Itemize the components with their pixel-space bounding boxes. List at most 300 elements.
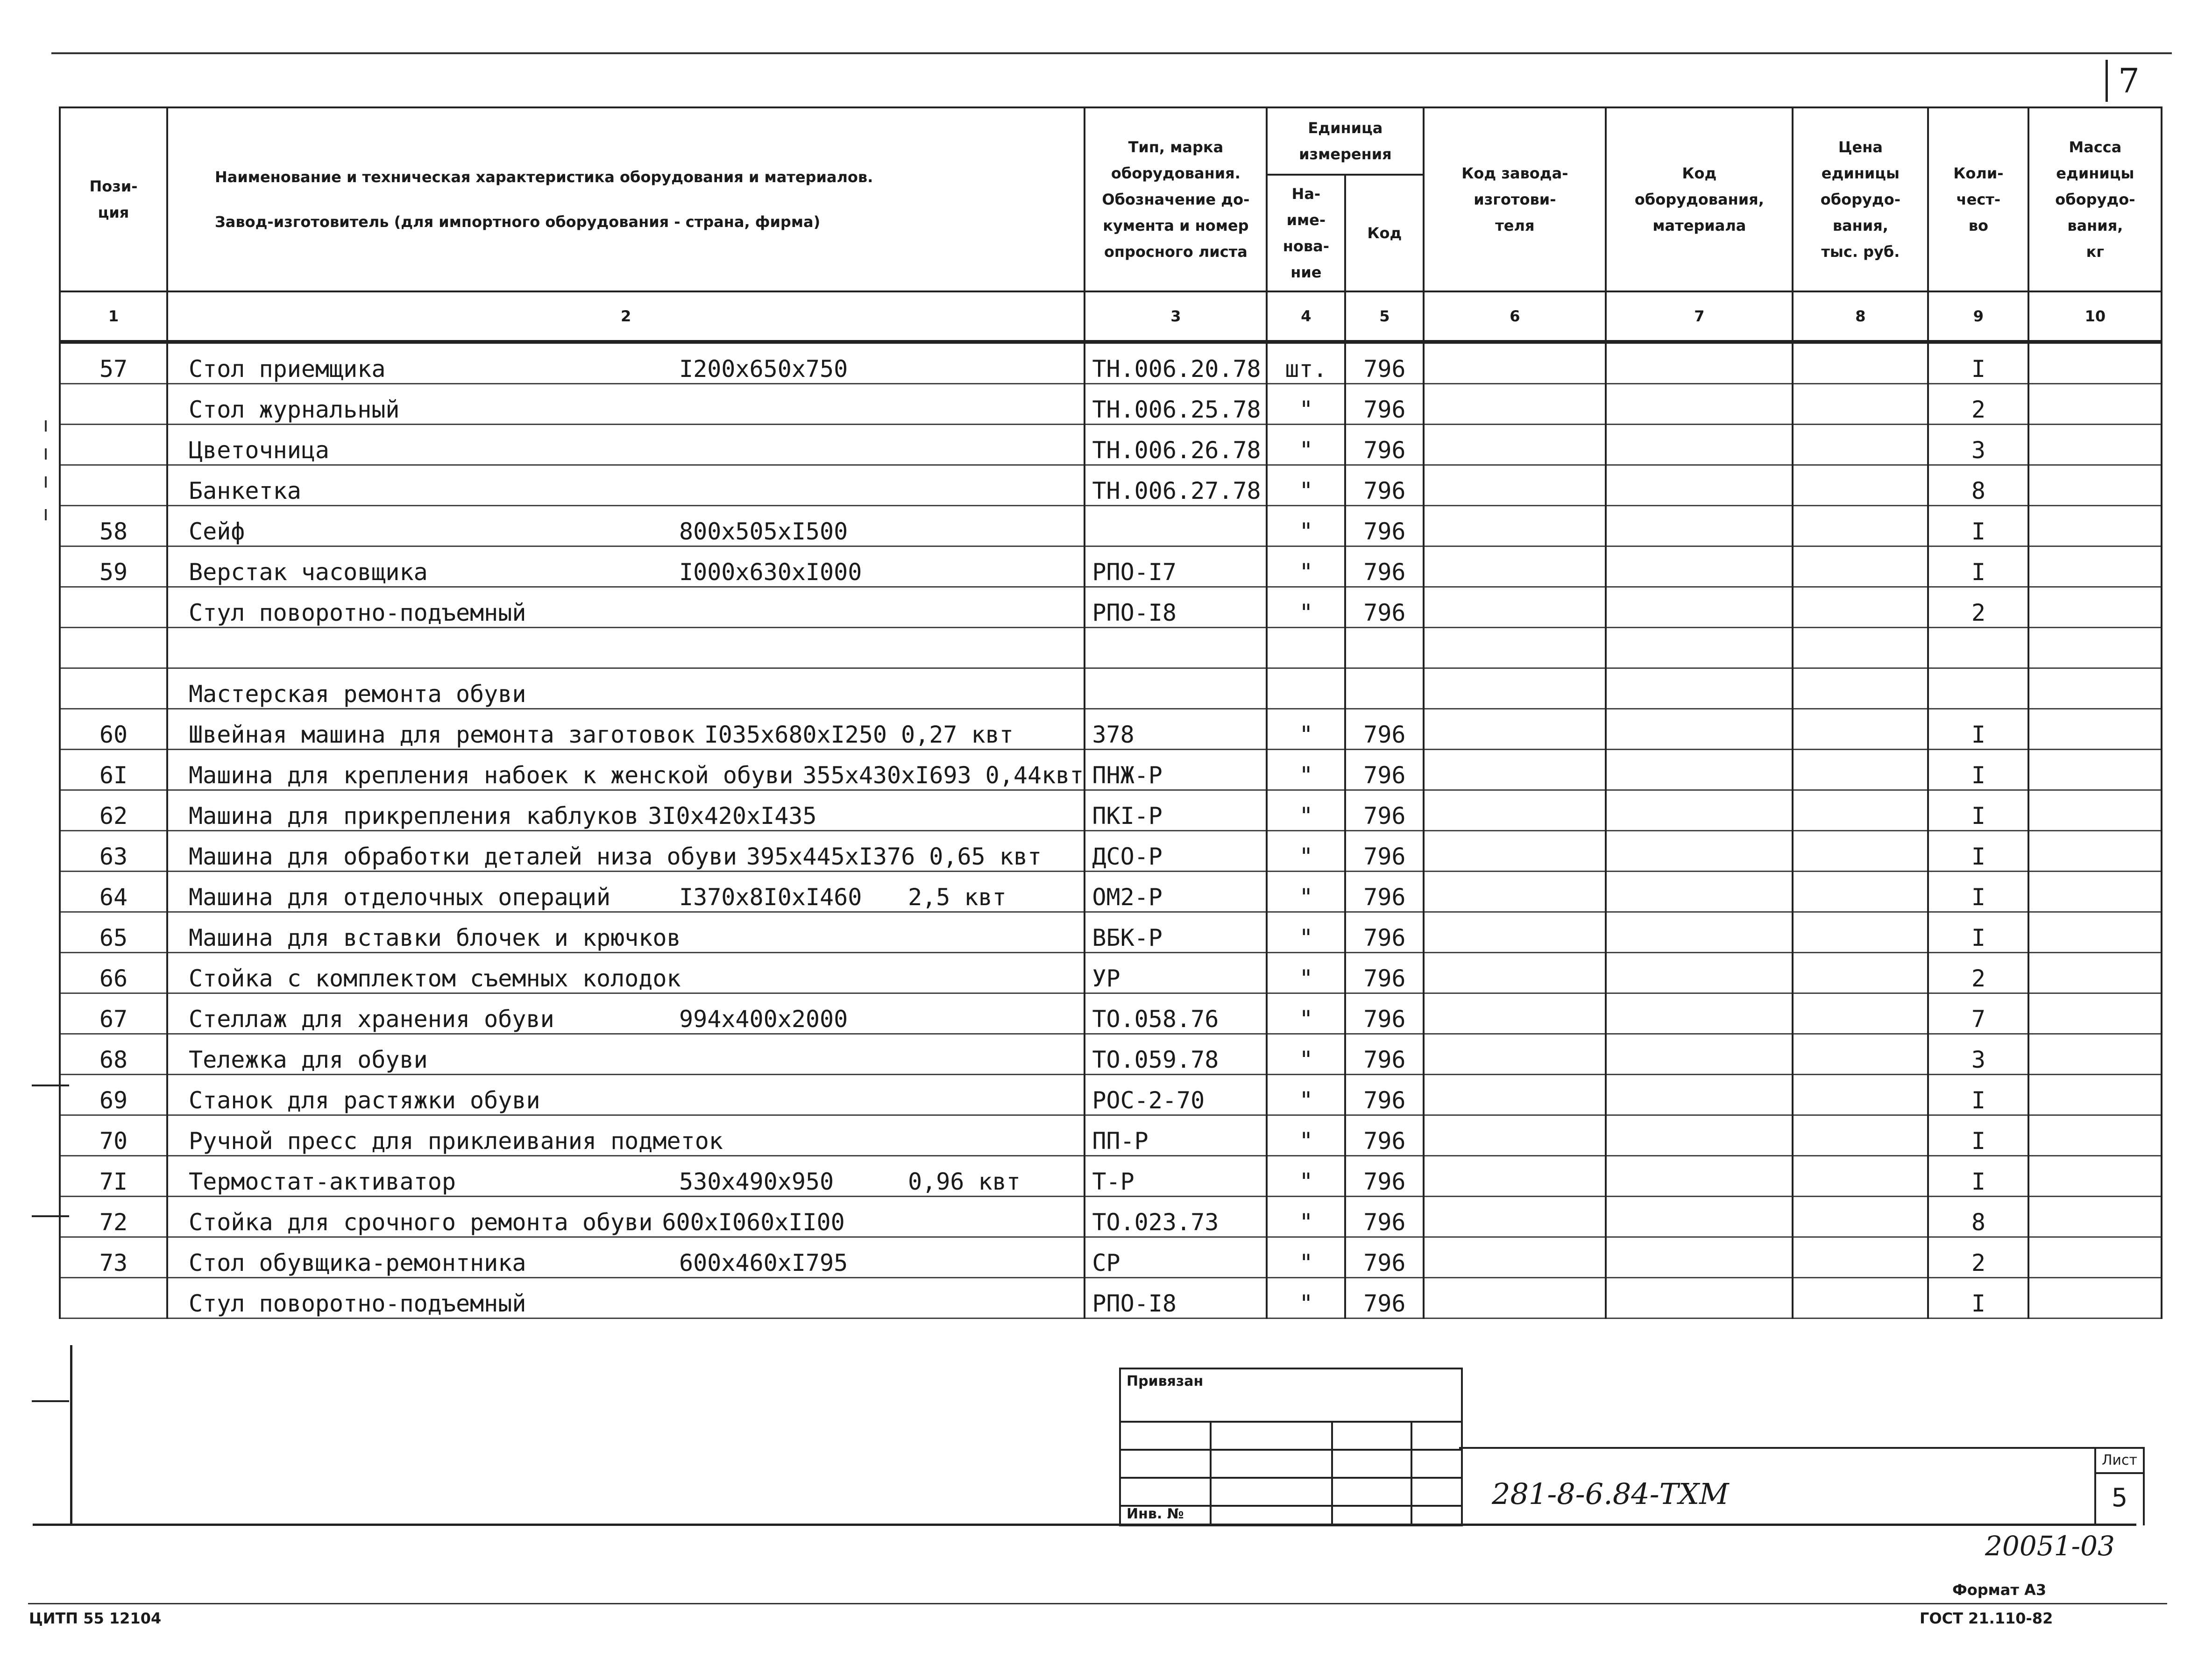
row-quantity: I xyxy=(1928,1075,2028,1115)
row-quantity: I xyxy=(1928,1278,2028,1319)
row-name-cell xyxy=(167,750,1085,790)
table-row xyxy=(60,425,2162,465)
row-quantity: 8 xyxy=(1928,465,2028,506)
row-quantity: 8 xyxy=(1928,1197,2028,1237)
stamp-attached-label: Привязан xyxy=(1127,1373,1204,1390)
row-maker-code xyxy=(1424,831,1606,872)
row-unit: " xyxy=(1267,912,1345,953)
row-unit-code: 796 xyxy=(1345,1034,1424,1075)
row-position: 66 xyxy=(60,953,167,993)
format-label: Формат А3 xyxy=(1952,1581,2047,1599)
header-mass: Масса единицы оборудо- вания, кг xyxy=(2028,107,2162,291)
row-type: РПО-I7 xyxy=(1085,546,1267,587)
row-type: ПНЖ-Р xyxy=(1085,750,1267,790)
header-maker-code: Код завода- изготови- теля xyxy=(1424,107,1606,291)
row-equipment-code xyxy=(1606,953,1793,993)
row-name-cell xyxy=(167,872,1085,912)
row-type: УР xyxy=(1085,953,1267,993)
row-mass xyxy=(2028,1115,2162,1156)
row-position: 62 xyxy=(60,790,167,831)
row-power: 0,27 квт xyxy=(901,721,1014,748)
row-maker-code xyxy=(1424,1237,1606,1278)
row-mass xyxy=(2028,750,2162,790)
row-equipment-code xyxy=(1606,912,1793,953)
binding-stamp xyxy=(1119,1368,1463,1526)
row-quantity: I xyxy=(1928,506,2028,546)
row-maker-code xyxy=(1424,912,1606,953)
row-price xyxy=(1793,628,1928,668)
row-name: Стеллаж для хранения обуви xyxy=(189,1006,554,1033)
column-number: 10 xyxy=(2028,291,2162,342)
row-quantity: 7 xyxy=(1928,993,2028,1034)
row-position: 6I xyxy=(60,750,167,790)
column-number: 7 xyxy=(1606,291,1793,342)
row-price xyxy=(1793,1115,1928,1156)
sheet-label: Лист xyxy=(2096,1449,2143,1474)
table-row xyxy=(60,342,2162,384)
row-equipment-code xyxy=(1606,628,1793,668)
row-name: Стойка для срочного ремонта обуви xyxy=(189,1209,653,1236)
row-maker-code xyxy=(1424,587,1606,628)
row-price xyxy=(1793,1156,1928,1197)
row-dimensions: 3I0х420хI435 xyxy=(648,802,817,829)
row-unit: " xyxy=(1267,872,1345,912)
row-type xyxy=(1085,628,1267,668)
row-unit-code: 796 xyxy=(1345,831,1424,872)
row-mass xyxy=(2028,872,2162,912)
row-unit-code: 796 xyxy=(1345,587,1424,628)
doc-code: 281-8-6.84-ТХМ xyxy=(1492,1477,1729,1511)
row-price xyxy=(1793,872,1928,912)
row-mass xyxy=(2028,506,2162,546)
row-price xyxy=(1793,953,1928,993)
row-position: 7I xyxy=(60,1156,167,1197)
row-name-cell xyxy=(167,790,1085,831)
row-name: Стол приемщика xyxy=(189,355,386,383)
row-unit: " xyxy=(1267,709,1345,750)
header-unit-code: Код xyxy=(1345,175,1424,291)
row-unit: " xyxy=(1267,1075,1345,1115)
row-name-cell xyxy=(167,506,1085,546)
row-equipment-code xyxy=(1606,1278,1793,1319)
table-row xyxy=(60,1197,2162,1237)
row-dimensions: 355х430хI693 xyxy=(802,762,971,789)
row-type: Т-Р xyxy=(1085,1156,1267,1197)
row-name-cell xyxy=(167,1034,1085,1075)
margin-mark xyxy=(45,476,47,488)
row-equipment-code xyxy=(1606,465,1793,506)
row-price xyxy=(1793,790,1928,831)
row-maker-code xyxy=(1424,628,1606,668)
row-price xyxy=(1793,506,1928,546)
row-quantity: I xyxy=(1928,790,2028,831)
column-number: 9 xyxy=(1928,291,2028,342)
row-quantity: I xyxy=(1928,912,2028,953)
row-position: 72 xyxy=(60,1197,167,1237)
row-position xyxy=(60,628,167,668)
row-price xyxy=(1793,1075,1928,1115)
row-quantity: I xyxy=(1928,1156,2028,1197)
row-equipment-code xyxy=(1606,1237,1793,1278)
row-maker-code xyxy=(1424,1034,1606,1075)
header-type: Тип, марка оборудования. Обозначение до- кумента и номер опросного листа xyxy=(1085,107,1267,291)
row-equipment-code xyxy=(1606,1075,1793,1115)
row-maker-code xyxy=(1424,342,1606,384)
row-position xyxy=(60,425,167,465)
row-dimensions: I370х8I0хI460 xyxy=(679,884,862,911)
row-price xyxy=(1793,1197,1928,1237)
row-equipment-code xyxy=(1606,872,1793,912)
row-type xyxy=(1085,668,1267,709)
row-price xyxy=(1793,1237,1928,1278)
row-quantity: I xyxy=(1928,342,2028,384)
row-maker-code xyxy=(1424,709,1606,750)
row-quantity xyxy=(1928,628,2028,668)
margin-mark xyxy=(45,448,47,460)
row-type: РПО-I8 xyxy=(1085,587,1267,628)
row-power: 0,96 квт xyxy=(908,1168,1021,1195)
row-mass xyxy=(2028,425,2162,465)
row-maker-code xyxy=(1424,993,1606,1034)
column-number-row xyxy=(60,291,2162,342)
row-name: Стол журнальный xyxy=(189,396,400,423)
header-name-line1: Наименование и техническая характеристика оборудования и материалов. xyxy=(215,168,873,186)
table-row xyxy=(60,831,2162,872)
row-unit: " xyxy=(1267,384,1345,425)
row-position xyxy=(60,384,167,425)
row-price xyxy=(1793,750,1928,790)
sheet-number: 5 xyxy=(2111,1483,2128,1512)
row-maker-code xyxy=(1424,506,1606,546)
row-maker-code xyxy=(1424,425,1606,465)
row-mass xyxy=(2028,831,2162,872)
row-unit xyxy=(1267,628,1345,668)
row-dimensions: 600х460хI795 xyxy=(679,1249,848,1276)
row-name: Банкетка xyxy=(189,477,301,504)
row-price xyxy=(1793,668,1928,709)
row-name-cell xyxy=(167,628,1085,668)
row-quantity xyxy=(1928,668,2028,709)
row-unit-code: 796 xyxy=(1345,546,1424,587)
row-mass xyxy=(2028,1237,2162,1278)
row-mass xyxy=(2028,546,2162,587)
row-unit-code: 796 xyxy=(1345,506,1424,546)
frame-left-edge xyxy=(70,1345,72,1524)
row-position: 64 xyxy=(60,872,167,912)
row-position: 68 xyxy=(60,1034,167,1075)
margin-mark xyxy=(45,420,47,432)
row-dimensions: I200х650х750 xyxy=(679,355,848,383)
row-name-cell xyxy=(167,425,1085,465)
row-dimensions: 800х505хI500 xyxy=(679,518,848,545)
row-type: ПП-Р xyxy=(1085,1115,1267,1156)
row-equipment-code xyxy=(1606,750,1793,790)
row-name: Цветочница xyxy=(189,437,330,464)
row-unit-code: 796 xyxy=(1345,1115,1424,1156)
row-name: Машина для прикрепления каблуков xyxy=(189,802,639,829)
row-mass xyxy=(2028,668,2162,709)
table-row xyxy=(60,912,2162,953)
row-dimensions: 600хI060хII00 xyxy=(662,1209,845,1236)
row-mass xyxy=(2028,912,2162,953)
table-row xyxy=(60,1075,2162,1115)
row-equipment-code xyxy=(1606,587,1793,628)
row-name-cell xyxy=(167,342,1085,384)
row-power: 0,65 квт xyxy=(929,843,1042,870)
row-mass xyxy=(2028,1278,2162,1319)
row-unit-code: 796 xyxy=(1345,1197,1424,1237)
table-row xyxy=(60,587,2162,628)
row-equipment-code xyxy=(1606,668,1793,709)
column-number: 5 xyxy=(1345,291,1424,342)
row-position xyxy=(60,668,167,709)
row-quantity: 2 xyxy=(1928,587,2028,628)
row-name: Тележка для обуви xyxy=(189,1046,428,1073)
row-quantity: I xyxy=(1928,831,2028,872)
column-number: 3 xyxy=(1085,291,1267,342)
margin-line xyxy=(32,1400,69,1402)
row-mass xyxy=(2028,1197,2162,1237)
row-unit: " xyxy=(1267,546,1345,587)
row-equipment-code xyxy=(1606,1156,1793,1197)
row-unit-code: 796 xyxy=(1345,1156,1424,1197)
row-name: Сейф xyxy=(189,518,245,545)
row-name: Верстак часовщика xyxy=(189,559,428,586)
row-unit-code: 796 xyxy=(1345,1278,1424,1319)
doc-code-block xyxy=(1459,1447,2094,1525)
row-unit: " xyxy=(1267,1278,1345,1319)
row-power: 0,44квт xyxy=(985,762,1084,789)
column-number: 6 xyxy=(1424,291,1606,342)
row-price xyxy=(1793,342,1928,384)
row-name: Машина для отделочных операций xyxy=(189,884,611,911)
row-type xyxy=(1085,506,1267,546)
row-unit-code xyxy=(1345,628,1424,668)
table-row xyxy=(60,506,2162,546)
row-quantity: 3 xyxy=(1928,1034,2028,1075)
row-mass xyxy=(2028,342,2162,384)
row-type: 378 xyxy=(1085,709,1267,750)
margin-mark xyxy=(45,509,47,520)
stamp-rule xyxy=(1331,1421,1333,1524)
row-unit-code: 796 xyxy=(1345,953,1424,993)
row-name-cell xyxy=(167,1197,1085,1237)
row-power: 2,5 квт xyxy=(908,884,1007,911)
row-position: 57 xyxy=(60,342,167,384)
row-quantity: 2 xyxy=(1928,384,2028,425)
row-unit: " xyxy=(1267,1237,1345,1278)
row-name-cell xyxy=(167,709,1085,750)
header-position: Пози- ция xyxy=(60,107,167,291)
row-mass xyxy=(2028,1075,2162,1115)
row-equipment-code xyxy=(1606,831,1793,872)
sheet-box xyxy=(2094,1447,2145,1525)
row-name-cell xyxy=(167,384,1085,425)
row-maker-code xyxy=(1424,953,1606,993)
row-name-cell xyxy=(167,1115,1085,1156)
row-type: РПО-I8 xyxy=(1085,1278,1267,1319)
table-row xyxy=(60,668,2162,709)
row-name: Станок для растяжки обуви xyxy=(189,1087,540,1114)
table-row xyxy=(60,628,2162,668)
row-type: TH.006.20.78 xyxy=(1085,342,1267,384)
row-equipment-code xyxy=(1606,1197,1793,1237)
row-name-cell xyxy=(167,1237,1085,1278)
row-name-cell xyxy=(167,993,1085,1034)
row-dimensions: 994х400х2000 xyxy=(679,1006,848,1033)
row-type: ТО.059.78 xyxy=(1085,1034,1267,1075)
row-type: ДСО-Р xyxy=(1085,831,1267,872)
table-row xyxy=(60,993,2162,1034)
row-maker-code xyxy=(1424,750,1606,790)
row-price xyxy=(1793,587,1928,628)
row-maker-code xyxy=(1424,1075,1606,1115)
row-quantity: 2 xyxy=(1928,953,2028,993)
header-name-line2: Завод-изготовитель (для импортного оборудования - страна, фирма) xyxy=(215,213,821,231)
row-price xyxy=(1793,465,1928,506)
row-position: 67 xyxy=(60,993,167,1034)
row-quantity: I xyxy=(1928,872,2028,912)
stamp-rule xyxy=(1210,1421,1212,1524)
row-equipment-code xyxy=(1606,993,1793,1034)
equipment-spec-table xyxy=(59,106,2162,1319)
row-unit-code: 796 xyxy=(1345,465,1424,506)
row-type: TH.006.27.78 xyxy=(1085,465,1267,506)
row-unit: шт. xyxy=(1267,342,1345,384)
row-mass xyxy=(2028,587,2162,628)
row-name: Термостат-активатор xyxy=(189,1168,456,1195)
row-name-cell xyxy=(167,831,1085,872)
row-type: СР xyxy=(1085,1237,1267,1278)
stamp-rule xyxy=(1121,1449,1461,1451)
row-unit-code: 796 xyxy=(1345,993,1424,1034)
row-name-cell xyxy=(167,1278,1085,1319)
row-mass xyxy=(2028,790,2162,831)
column-number: 4 xyxy=(1267,291,1345,342)
stamp-rule xyxy=(1121,1477,1461,1479)
row-unit: " xyxy=(1267,425,1345,465)
row-unit xyxy=(1267,668,1345,709)
row-mass xyxy=(2028,709,2162,750)
row-name: Машина для вставки блочек и крючков xyxy=(189,924,681,951)
table-row xyxy=(60,953,2162,993)
column-number: 2 xyxy=(167,291,1085,342)
row-unit-code: 796 xyxy=(1345,750,1424,790)
row-name-cell xyxy=(167,1156,1085,1197)
row-position: 59 xyxy=(60,546,167,587)
row-quantity: I xyxy=(1928,750,2028,790)
row-equipment-code xyxy=(1606,342,1793,384)
row-maker-code xyxy=(1424,384,1606,425)
row-unit-code: 796 xyxy=(1345,342,1424,384)
row-maker-code xyxy=(1424,546,1606,587)
row-unit-code: 796 xyxy=(1345,872,1424,912)
table-row xyxy=(60,384,2162,425)
row-quantity: I xyxy=(1928,546,2028,587)
table-row xyxy=(60,750,2162,790)
row-mass xyxy=(2028,384,2162,425)
row-price xyxy=(1793,993,1928,1034)
row-name: Стул поворотно-подъемный xyxy=(189,599,526,626)
row-dimensions: 395х445хI376 xyxy=(746,843,915,870)
corner-sheet-number: 7 xyxy=(2106,60,2150,102)
row-name-cell xyxy=(167,587,1085,628)
row-name-cell xyxy=(167,1075,1085,1115)
row-name: Машина для крепления набоек к женской обуви xyxy=(189,762,794,789)
row-maker-code xyxy=(1424,1278,1606,1319)
row-unit-code: 796 xyxy=(1345,384,1424,425)
row-unit-code: 796 xyxy=(1345,790,1424,831)
row-type: TH.006.25.78 xyxy=(1085,384,1267,425)
row-equipment-code xyxy=(1606,506,1793,546)
row-price xyxy=(1793,425,1928,465)
row-position: 58 xyxy=(60,506,167,546)
row-name: Швейная машина для ремонта заготовок xyxy=(189,721,695,748)
row-maker-code xyxy=(1424,872,1606,912)
row-position xyxy=(60,465,167,506)
column-number: 1 xyxy=(60,291,167,342)
row-equipment-code xyxy=(1606,425,1793,465)
row-unit-code: 796 xyxy=(1345,709,1424,750)
row-position: 73 xyxy=(60,1237,167,1278)
table-row xyxy=(60,1237,2162,1278)
row-position xyxy=(60,1278,167,1319)
row-unit: " xyxy=(1267,1197,1345,1237)
row-position: 60 xyxy=(60,709,167,750)
row-unit: " xyxy=(1267,506,1345,546)
row-unit: " xyxy=(1267,831,1345,872)
row-equipment-code xyxy=(1606,790,1793,831)
header-unit-name: На- име- нова- ние xyxy=(1267,175,1345,291)
row-mass xyxy=(2028,1034,2162,1075)
row-maker-code xyxy=(1424,790,1606,831)
row-dimensions: 530х490х950 xyxy=(679,1168,834,1195)
table-row xyxy=(60,1115,2162,1156)
row-position: 63 xyxy=(60,831,167,872)
row-unit: " xyxy=(1267,1034,1345,1075)
row-mass xyxy=(2028,953,2162,993)
row-name: Стул поворотно-подъемный xyxy=(189,1290,526,1317)
footer-line xyxy=(28,1603,2167,1604)
row-unit: " xyxy=(1267,750,1345,790)
row-type: ТО.058.76 xyxy=(1085,993,1267,1034)
row-quantity: 3 xyxy=(1928,425,2028,465)
row-mass xyxy=(2028,1156,2162,1197)
row-price xyxy=(1793,912,1928,953)
row-price xyxy=(1793,384,1928,425)
row-type: ВБК-Р xyxy=(1085,912,1267,953)
table-row xyxy=(60,1278,2162,1319)
row-equipment-code xyxy=(1606,1034,1793,1075)
row-unit-code xyxy=(1345,668,1424,709)
row-type: РОС-2-70 xyxy=(1085,1075,1267,1115)
row-position: 70 xyxy=(60,1115,167,1156)
row-position: 65 xyxy=(60,912,167,953)
row-unit-code: 796 xyxy=(1345,1237,1424,1278)
row-name-cell xyxy=(167,953,1085,993)
archive-number: 20051-03 xyxy=(1985,1530,2115,1562)
row-equipment-code xyxy=(1606,546,1793,587)
row-unit: " xyxy=(1267,465,1345,506)
row-unit-code: 796 xyxy=(1345,425,1424,465)
row-name: Стол обувщика-ремонтника xyxy=(189,1249,526,1276)
row-quantity: I xyxy=(1928,1115,2028,1156)
row-maker-code xyxy=(1424,1115,1606,1156)
row-name-cell xyxy=(167,912,1085,953)
header-unit-group: Единица измерения xyxy=(1267,107,1424,175)
column-number: 8 xyxy=(1793,291,1928,342)
row-equipment-code xyxy=(1606,1115,1793,1156)
